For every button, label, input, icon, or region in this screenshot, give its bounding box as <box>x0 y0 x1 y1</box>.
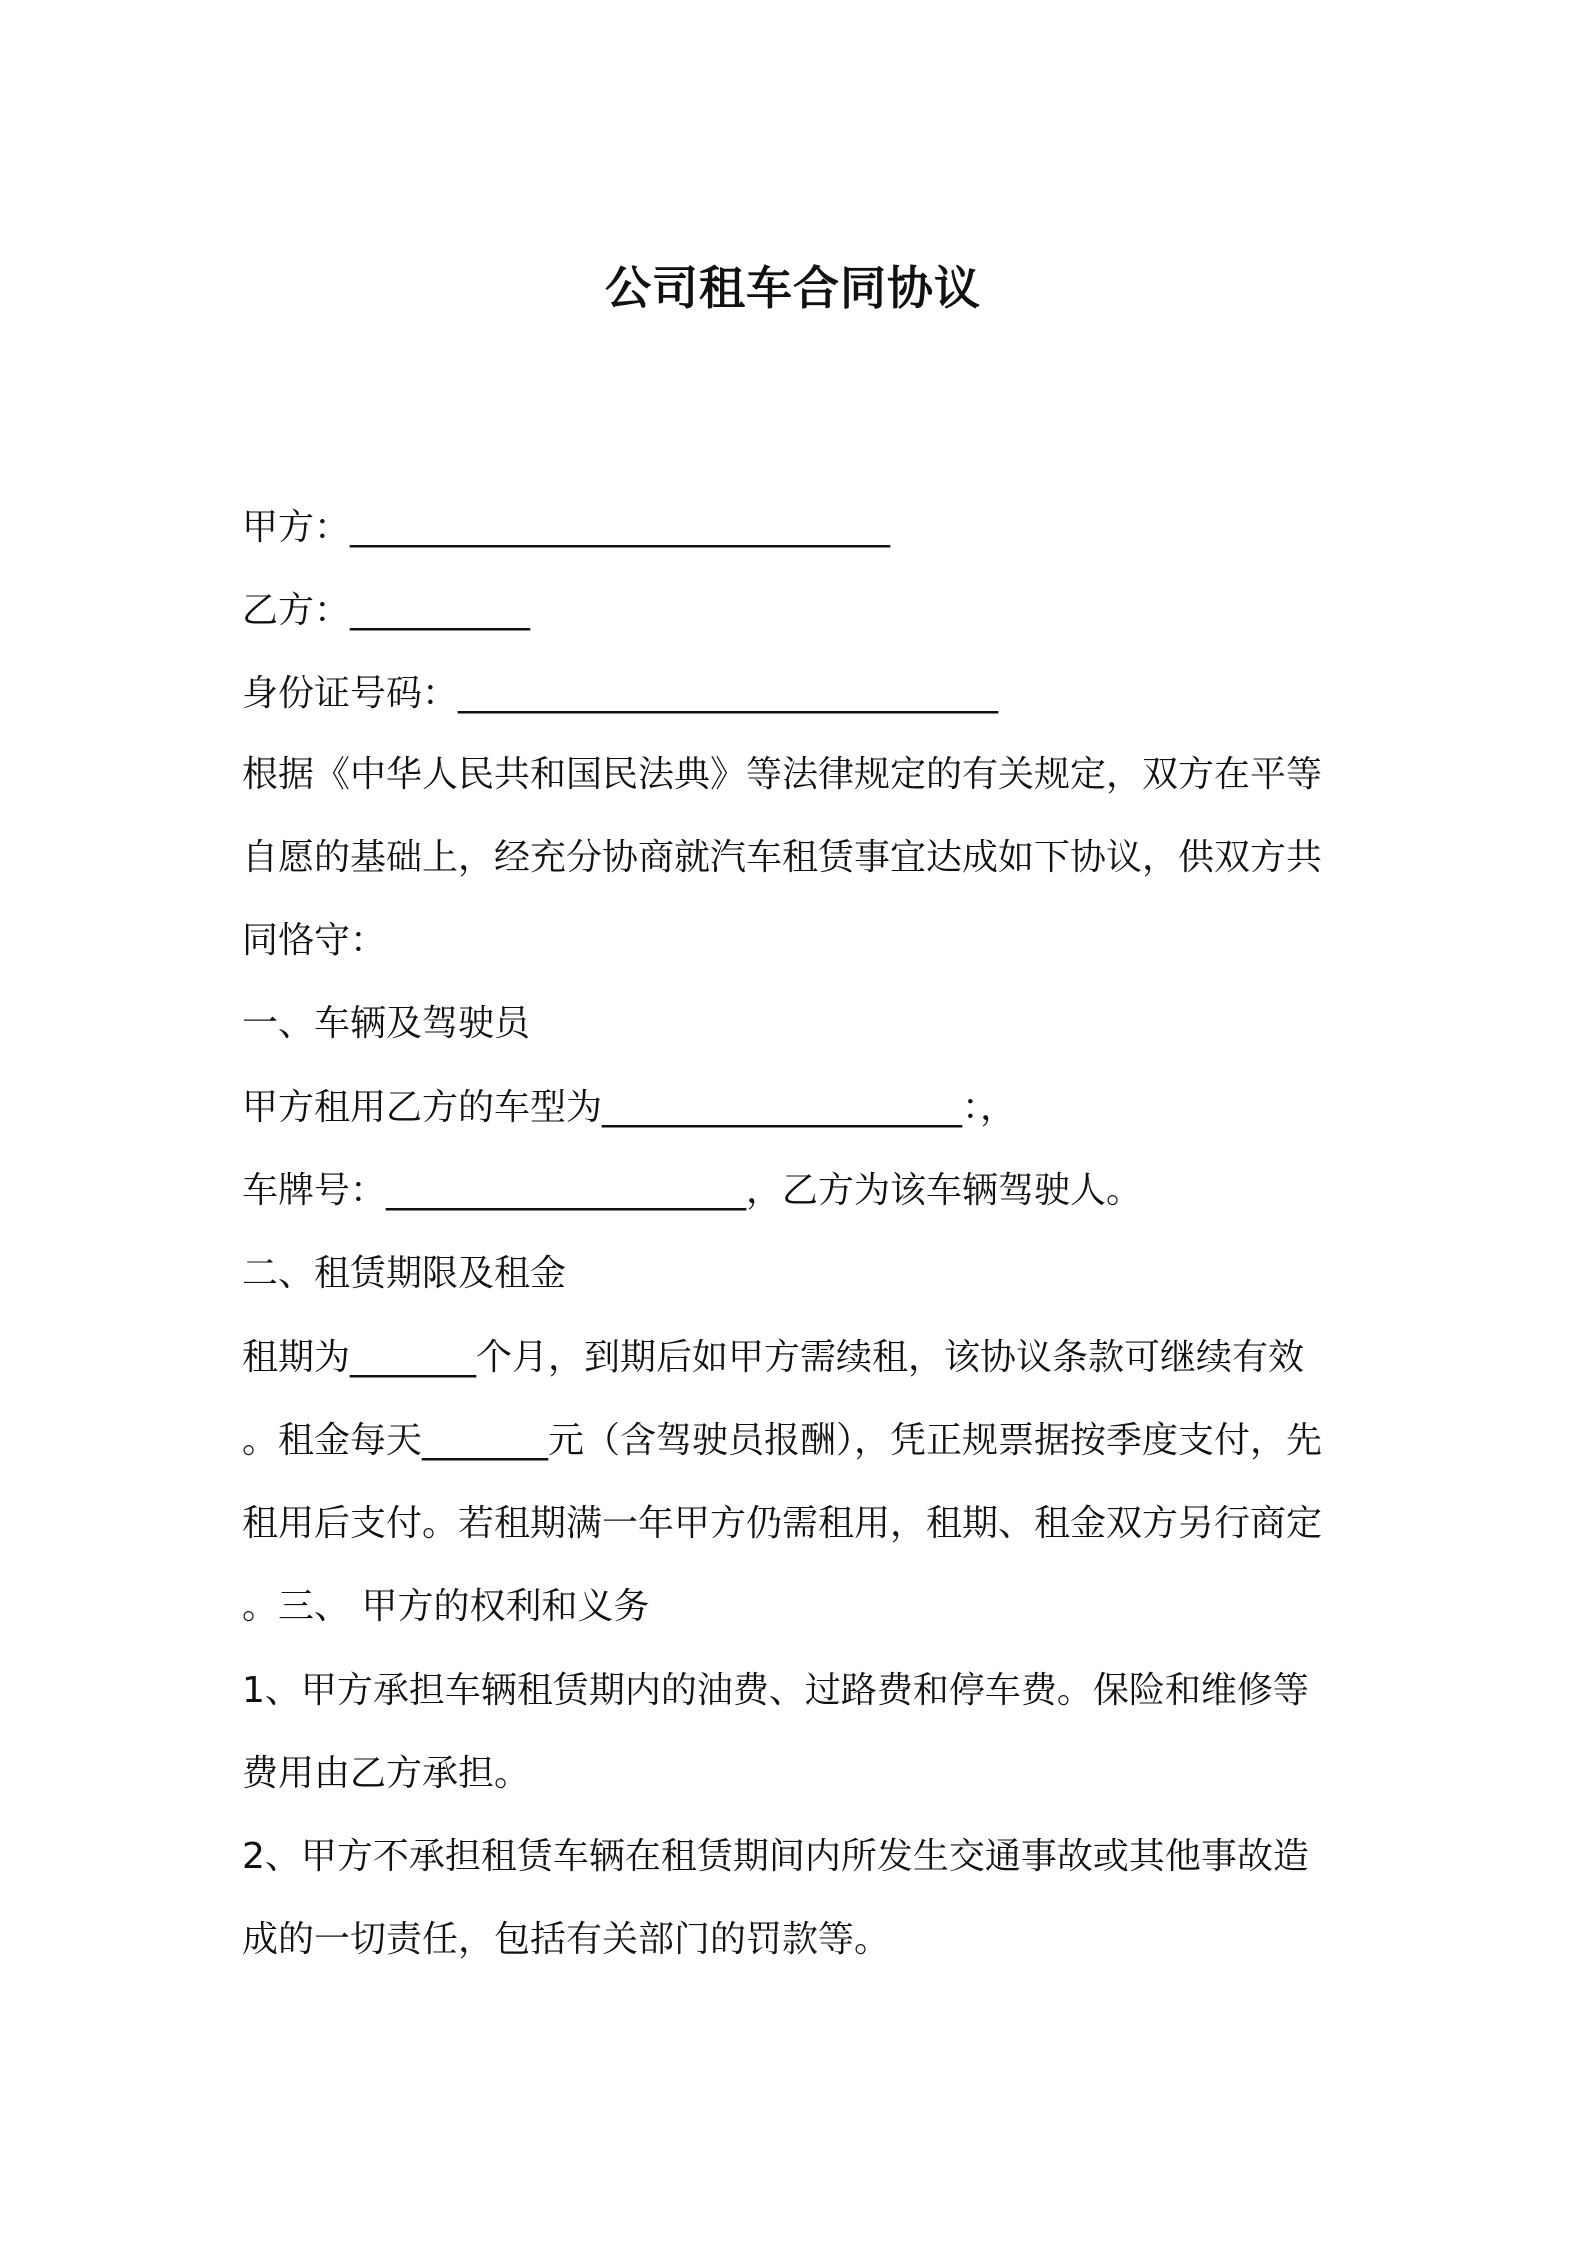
clause-2-line-1: 2、甲方不承担租赁车辆在租赁期间内所发生交通事故或其他事故造 <box>242 1836 1309 1877</box>
section-3-heading: 。三、 甲方的权利和义务 <box>242 1586 650 1627</box>
preamble-line-3: 同恪守： <box>242 920 387 961</box>
lease-term-line-1: 租期为_______个月，到期后如甲方需续租，该协议条款可继续有效 <box>242 1337 1305 1378</box>
party-b-line: 乙方：__________ <box>242 590 531 631</box>
clause-2-line-2: 成的一切责任，包括有关部门的罚款等。 <box>242 1919 891 1960</box>
lease-term-line-3: 租用后支付。若租期满一年甲方仍需租用，租期、租金双方另行商定 <box>242 1503 1323 1544</box>
lease-term-line-2: 。租金每天_______元（含驾驶员报酬），凭正规票据按季度支付，先 <box>242 1420 1323 1461</box>
clause-1-line-2: 费用由乙方承担。 <box>242 1753 531 1794</box>
party-a-line: 甲方：______________________________ <box>242 507 891 548</box>
section-2-heading: 二、租赁期限及租金 <box>242 1253 567 1294</box>
preamble-line-2: 自愿的基础上，经充分协商就汽车租赁事宜达成如下协议，供双方共 <box>242 837 1323 878</box>
vehicle-model-line: 甲方租用乙方的车型为____________________：， <box>242 1087 1017 1128</box>
clause-1-line-1: 1、甲方承担车辆租赁期内的油费、过路费和停车费。保险和维修等 <box>242 1670 1309 1711</box>
plate-number-line: 车牌号：____________________，乙方为该车辆驾驶人。 <box>242 1170 1143 1211</box>
section-1-heading: 一、车辆及驾驶员 <box>242 1003 531 1044</box>
preamble-line-1: 根据《中华人民共和国民法典》等法律规定的有关规定，双方在平等 <box>242 754 1323 795</box>
id-number-line: 身份证号码：______________________________ <box>242 673 999 714</box>
document-title: 公司租车合同协议 <box>605 261 981 315</box>
